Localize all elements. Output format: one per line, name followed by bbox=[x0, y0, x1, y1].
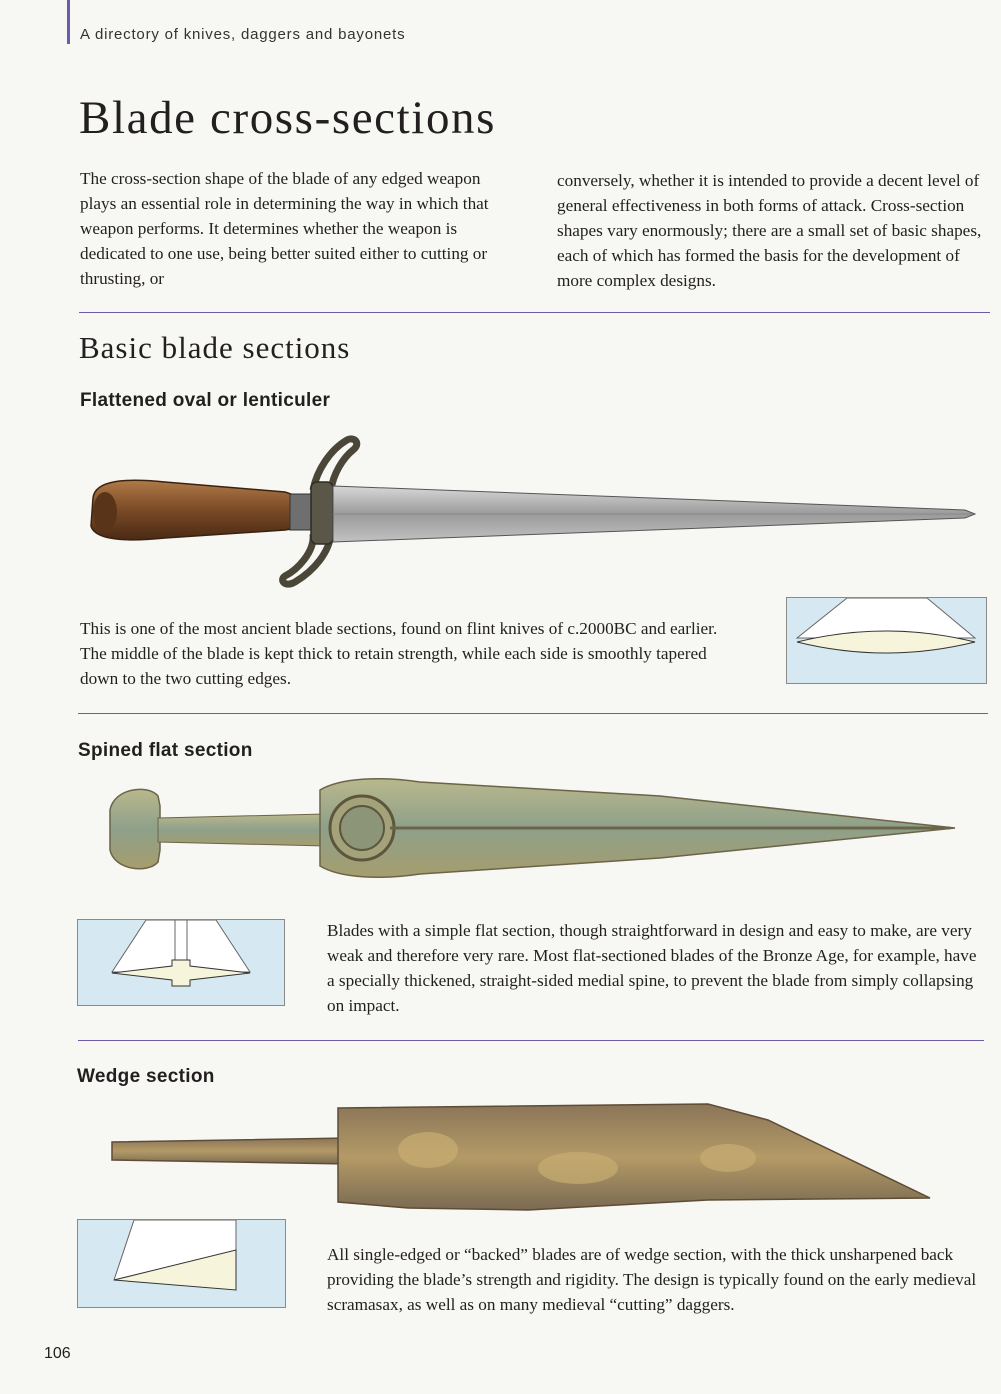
diagram-wedge bbox=[77, 1219, 286, 1308]
intro-paragraph-right: conversely, whether it is intended to provide a decent level of general effectiveness in both forms of attack. Cross-section shapes vary enormously; there are a small set of basic shapes, each of which has formed the basis for the development of more complex designs. bbox=[557, 171, 982, 290]
running-head: A directory of knives, daggers and bayonets bbox=[80, 26, 406, 43]
dagger-image-spined-flat bbox=[100, 770, 960, 890]
diagram-lenticular bbox=[786, 597, 987, 684]
diagram-spined-flat bbox=[77, 919, 285, 1006]
intro-paragraph-left: The cross-section shape of the blade of any edged weapon plays an essential role in determining the way in which that weapon performs. It determines whether the weapon is dedicated to one use, being better suited either to cutting or thrusting, or bbox=[80, 169, 489, 288]
section-heading-spined-flat: Spined flat section bbox=[78, 740, 253, 761]
divider-rule bbox=[78, 713, 988, 714]
section-text-spined-flat: Blades with a simple flat section, though straightforward in design and easy to make, are very weak and therefore very rare. Most flat-sectioned blades of the Bronze Age, for example, have a specially thickened, straight-sided medial spine, to prevent the blade from simply collapsing on impact. bbox=[327, 921, 977, 1015]
section-heading: Basic blade sections bbox=[79, 330, 351, 365]
divider-rule bbox=[79, 312, 990, 313]
section-heading-lenticular: Flattened oval or lenticuler bbox=[80, 390, 331, 411]
page-number: 106 bbox=[44, 1345, 71, 1362]
blade-image-wedge bbox=[108, 1098, 938, 1213]
section-heading-wedge: Wedge section bbox=[77, 1066, 215, 1087]
dagger-image-lenticular bbox=[85, 430, 977, 595]
page-title: Blade cross-sections bbox=[79, 92, 497, 144]
section-text-wedge: All single-edged or “backed” blades are of wedge section, with the thick unsharpened back providing the blade’s strength and rigidity. The design is typically found on the early medieval scramasax, as well as on many medieval “cutting” daggers. bbox=[327, 1245, 977, 1314]
header-accent-bar bbox=[67, 0, 70, 44]
divider-rule bbox=[78, 1040, 984, 1041]
section-text-lenticular: This is one of the most ancient blade sections, found on flint knives of c.2000BC and earlier. The middle of the blade is kept thick to retain strength, while each side is smoothly tapered down to the two cutting edges. bbox=[80, 619, 718, 688]
